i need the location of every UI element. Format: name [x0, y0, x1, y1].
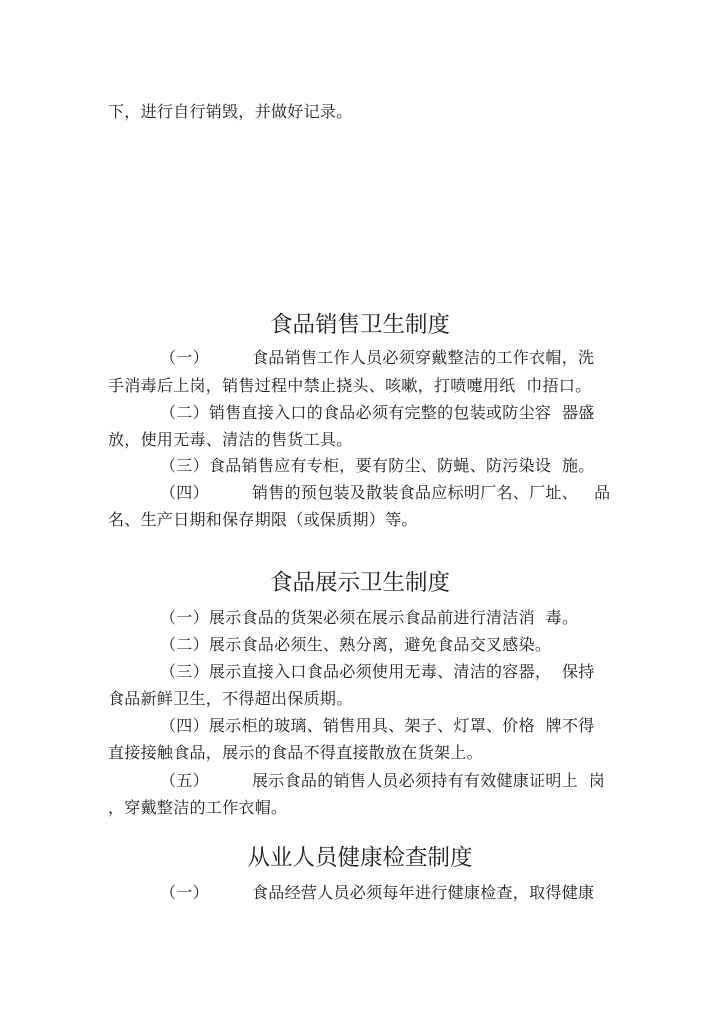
section3-line-1: （一） 食品经营人员必须每年进行健康检查，取得健康	[160, 883, 595, 902]
section2-line-5: （四）展示柜的玻璃、销售用具、架子、灯罩、价格 牌不得	[160, 716, 595, 735]
section2-line-2: （二）展示食品必须生、熟分离，避免食品交叉感染。	[160, 635, 552, 654]
section2-line-3: （三）展示直接入口食品必须使用无毒、清洁的容器， 保持	[160, 662, 595, 681]
section1-line-1: （一） 食品销售工作人员必须穿戴整洁的工作衣帽，洗	[160, 348, 595, 367]
section2-line-6: 直接接触食品，展示的食品不得直接散放在货架上。	[108, 743, 483, 762]
section-title-staff-health-check: 从业人员健康检查制度	[247, 845, 473, 871]
section1-line-3: （二）销售直接入口的食品必须有完整的包装或防尘容 器盛	[160, 403, 595, 422]
section1-line-5: （三）食品销售应有专柜，要有防尘、防蝇、防污染设 施。	[160, 456, 595, 475]
section-title-food-display-hygiene: 食品展示卫生制度	[269, 570, 450, 596]
section1-line-2: 手消毒后上岗，销售过程中禁止挠头、咳嗽，打喷嚏用纸 巾捂口。	[108, 376, 592, 395]
continued-paragraph-fragment: 下，进行自行销毁，并做好记录。	[108, 102, 353, 121]
section1-line-6: （四） 销售的预包装及散装食品应标明厂名、厂址、 品	[160, 483, 611, 502]
section1-line-4: 放，使用无毒、清洁的售货工具。	[108, 430, 353, 449]
section-title-food-sales-hygiene: 食品销售卫生制度	[269, 312, 450, 338]
section1-line-7: 名、生产日期和保存期限（或保质期）等。	[108, 510, 418, 529]
section2-line-1: （一）展示食品的货架必须在展示食品前进行清洁消 毒。	[160, 608, 579, 627]
section2-line-4: 食品新鲜卫生，不得超出保质期。	[108, 689, 353, 708]
section2-line-8: ，穿戴整洁的工作衣帽。	[108, 798, 288, 817]
section2-line-7: （五） 展示食品的销售人员必须持有有效健康证明上 岗	[160, 771, 606, 790]
